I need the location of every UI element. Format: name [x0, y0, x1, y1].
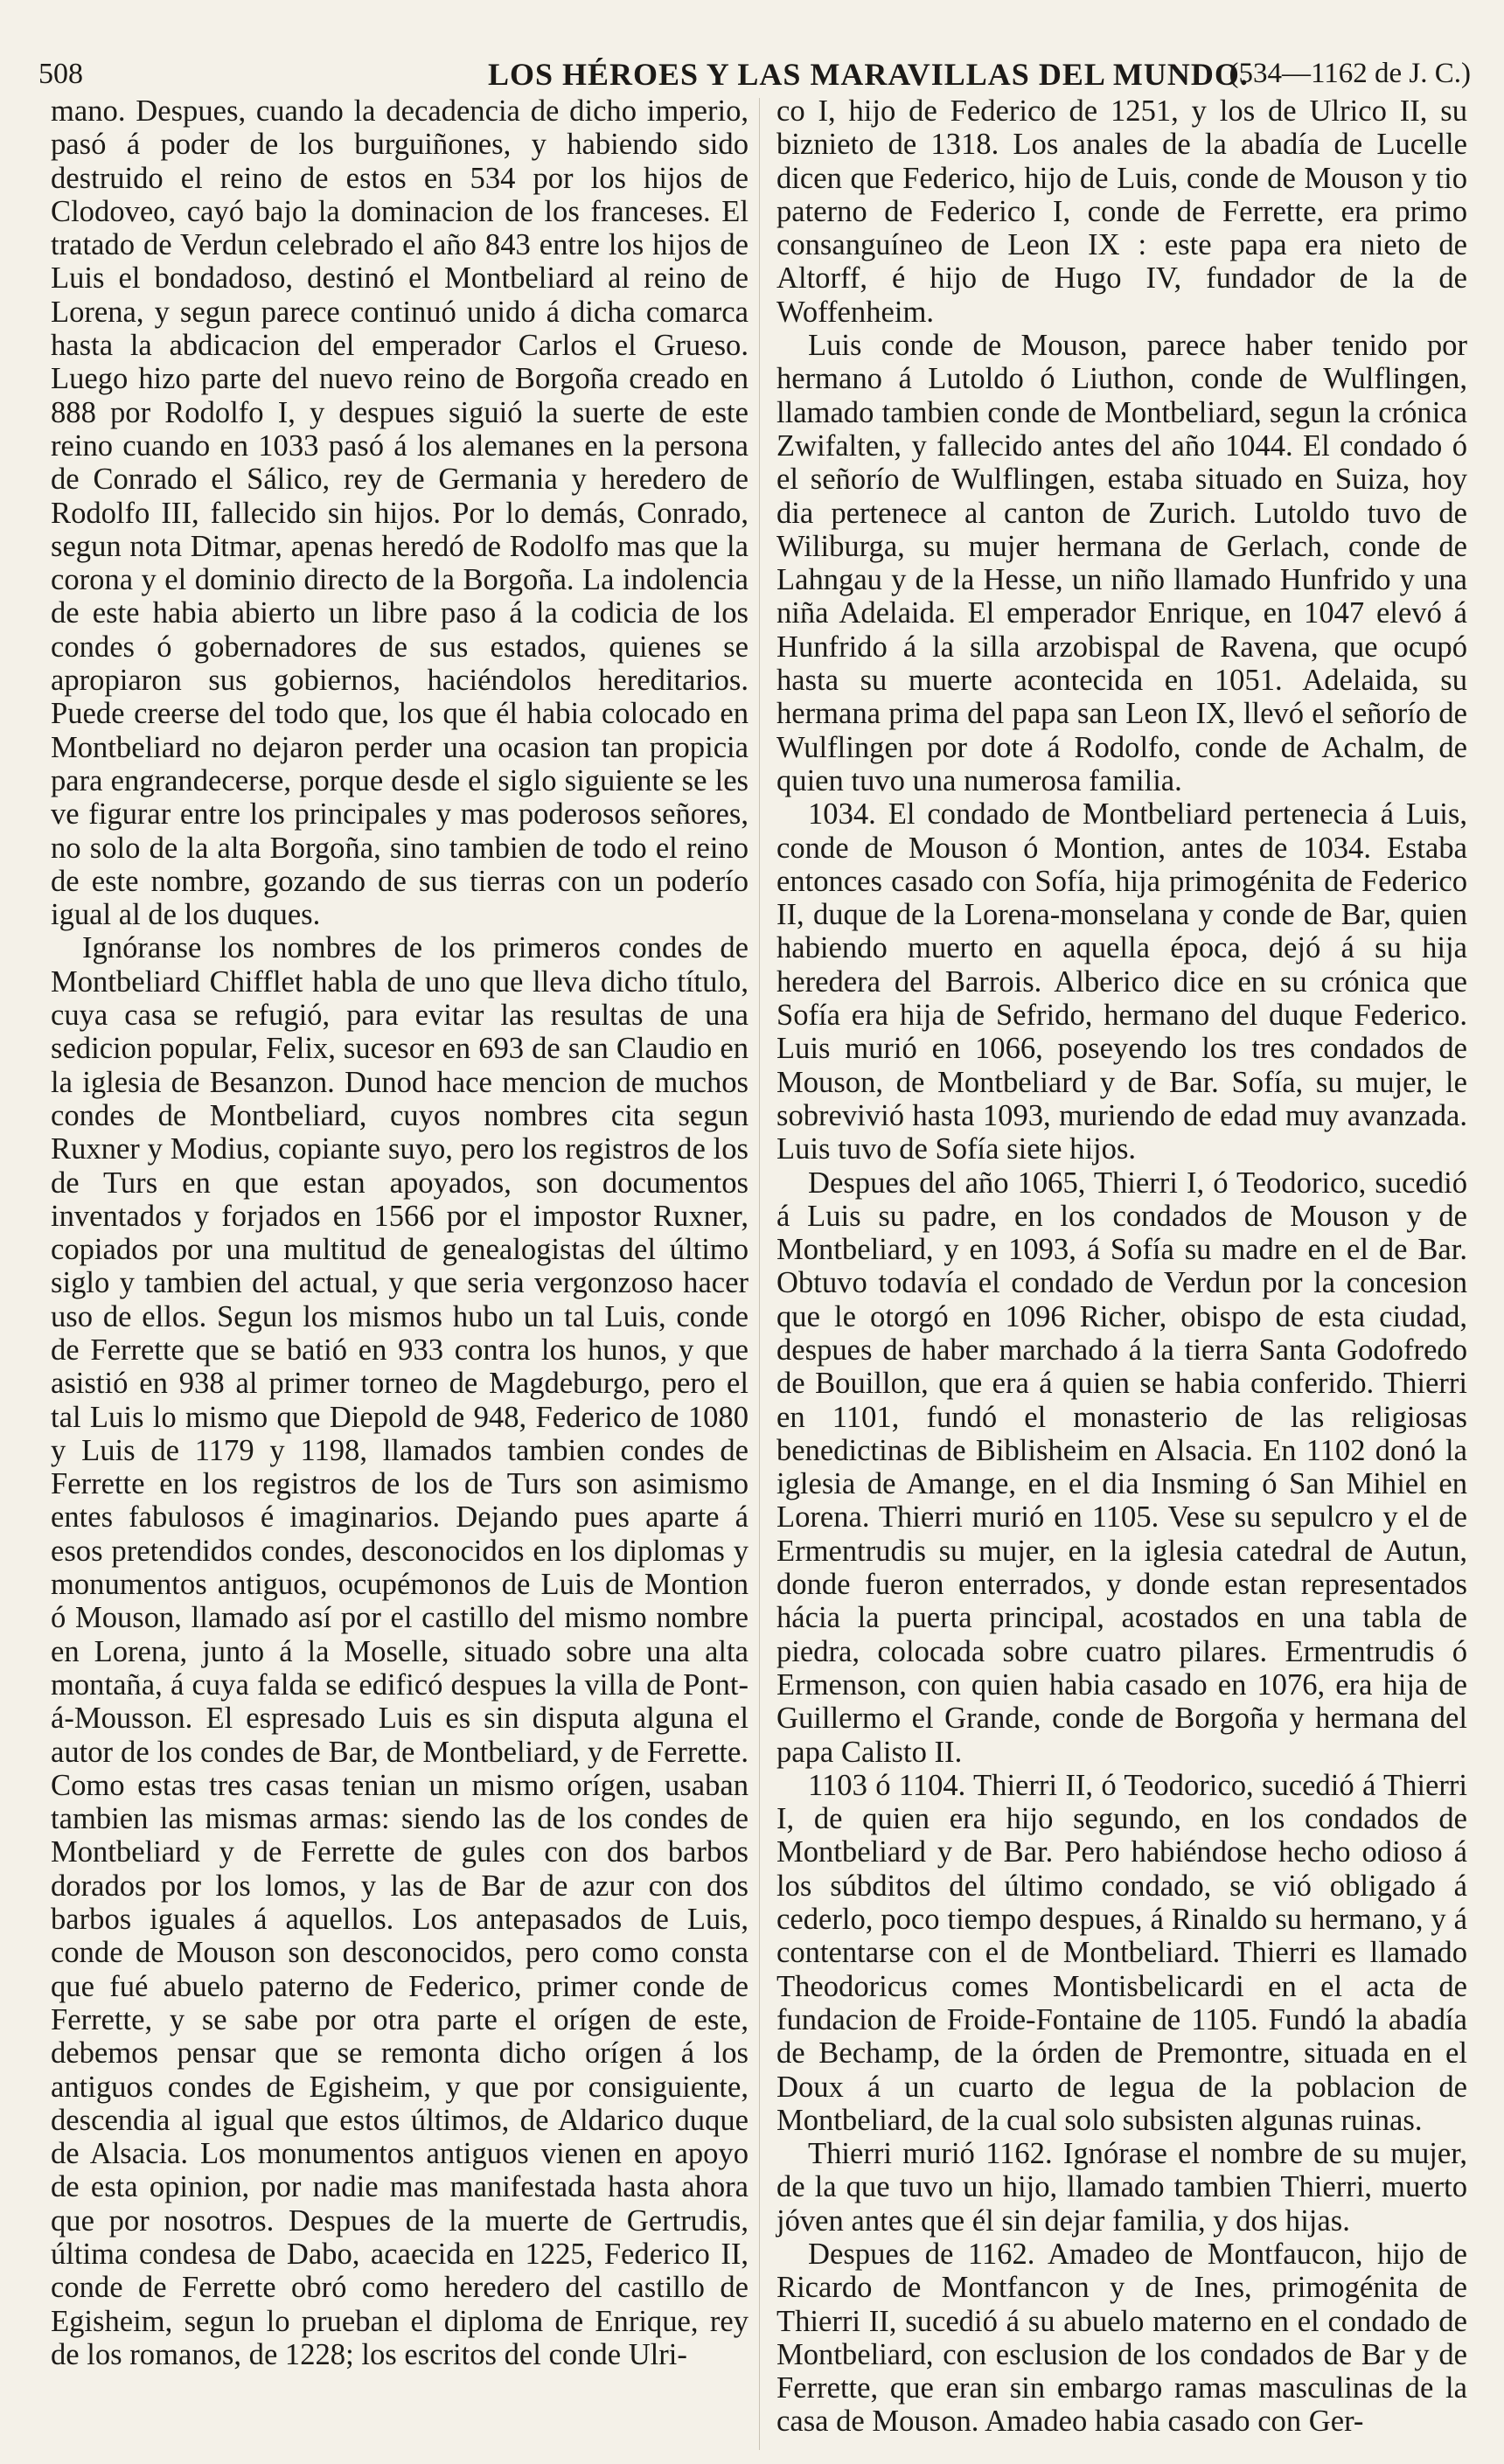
paragraph: 1034. El condado de Montbeliard pertenecia á Luis, conde de Mouson ó Montion, antes de 1034. Estaba entonces casado con Sofía, hija primogénita de Federico II, duque de la Lorena-monselana y conde de Bar, quien habiendo muerto en aquella época, dejó á su hija heredera del Barrois. Alberico dice en su crónica que Sofía era hija de Sefrido, hermano del duque Federico. Luis murió en 1066, poseyendo los tres condados de Mouson, de Montbeliard y de Bar. Sofía, su mujer, le sobrevivió hasta 1093, muriendo de edad muy avanzada. Luis tuvo de Sofía siete hijos. — [776, 797, 1467, 1166]
paragraph: Luis conde de Mouson, parece haber tenido por hermano á Lutoldo ó Liuthon, conde de Wulflingen, llamado tambien conde de Montbeliard, segun la crónica Zwifalten, y fallecido antes del año 1044. El condado ó el señorío de Wulflingen, estaba situado en Suiza, hoy dia pertenece al canton de Zurich. Lutoldo tuvo de Wiliburga, su mujer hermana de Gerlach, conde de Lahngau y de la Hesse, un niño llamado Hunfrido y una niña Adelaida. El emperador Enrique, en 1047 elevó á Hunfrido á la silla arzobispal de Ravena, que ocupó hasta su muerte acontecida en 1051. Adelaida, su hermana prima del papa san Leon IX, llevó el señorío de Wulflingen por dote á Rodolfo, conde de Achalm, de quien tuvo una numerosa familia. — [776, 329, 1467, 797]
paragraph: Ignóranse los nombres de los primeros condes de Montbeliard Chifflet habla de uno que lleva dicho título, cuya casa se refugió, para evitar las resultas de una sedicion popular, Felix, sucesor en 693 de san Claudio en la iglesia de Besanzon. Dunod hace mencion de muchos condes de Montbeliard, cuyos nombres cita segun Ruxner y Modius, copiante suyo, pero los registros de los de Turs en que estan apoyados, son documentos inventados y forjados en 1566 por el impostor Ruxner, copiados por una multitud de genealogistas del último siglo y tambien del actual, y que seria vergonzoso hacer uso de ellos. Segun los mismos hubo un tal Luis, conde de Ferrette que se batió en 933 contra los hunos, y que asistió en 938 al primer torneo de Magdeburgo, pero el tal Luis lo mismo que Diepold de 948, Federico de 1080 y Luis de 1179 y 1198, llamados tambien condes de Ferrette en los registros de los de Turs son asimismo entes fabulosos é imaginarios. Dejando pues aparte á esos pretendidos condes, desconocidos en los diplomas y monumentos antiguos, ocupémonos de Luis de Montion ó Mouson, llamado así por el castillo del mismo nombre en Lorena, junto á la Moselle, situado sobre una alta montaña, á cuya falda se edificó despues la villa de Pont-á-Mousson. El espresado Luis es sin disputa alguna el autor de los condes de Bar, de Montbeliard, y de Ferrette. Como estas tres casas tenian un mismo orígen, usaban tambien las mismas armas: siendo las de los condes de Montbeliard y de Ferrette de gules con dos barbos dorados por los lomos, y las de Bar de azur con dos barbos iguales á aquellos. Los antepasados de Luis, conde de Mouson son desconocidos, pero como consta que fué abuelo paterno de Federico, primer conde de Ferrette, y se sabe por otra parte el orígen de este, debemos pensar que se remonta dicho orígen á los antiguos condes de Egisheim, y que por consiguiente, descendia al igual que estos últimos, de Aldarico duque de Alsacia. Los monumentos antiguos vienen en apoyo de esta opinion, por nadie mas manifestada hasta ahora que por nosotros. Despues de la muerte de Gertrudis, última condesa de Dabo, acaecida en 1225, Federico II, conde de Ferrette obró como heredero del castillo de Egisheim, segun lo prueban el diploma de Enrique, rey de los romanos, de 1228; los escritos del conde Ulri- — [51, 931, 749, 2371]
page-number: 508 — [38, 58, 83, 90]
page-header — [33, 45, 1471, 92]
running-title: LOS HÉROES Y LAS MARAVILLAS DEL MUNDO. — [488, 57, 1249, 92]
paragraph: Despues de 1162. Amadeo de Montfaucon, hijo de Ricardo de Montfancon y de Ines, primogénita de Thierri II, sucedió á su abuelo materno en el condado de Montbeliard, con esclusion de los condados de Bar y de Ferrette, que eran sin embargo ramas masculinas de la casa de Mouson. Amadeo habia casado con Ger- — [776, 2238, 1467, 2439]
paragraph: Thierri murió 1162. Ignórase el nombre de su mujer, de la que tuvo un hijo, llamado tambien Thierri, muerto jóven antes que él sin dejar familia, y dos hijas. — [776, 2137, 1467, 2238]
right-column — [776, 94, 1467, 2439]
column-divider — [759, 98, 760, 2450]
paragraph: mano. Despues, cuando la decadencia de dicho imperio, pasó á poder de los burguiñones, y habiendo sido destruido el reino de estos en 534 por los hijos de Clodoveo, cayó bajo la dominacion de los franceses. El tratado de Verdun celebrado el año 843 entre los hijos de Luis el bondadoso, destinó el Montbeliard al reino de Lorena, y segun parece continuó unido á dicha comarca hasta la abdicacion del emperador Carlos el Grueso. Luego hizo parte del nuevo reino de Borgoña creado en 888 por Rodolfo I, y despues siguió la suerte de este reino cuando en 1033 pasó á los alemanes en la persona de Conrado el Sálico, rey de Germania y heredero de Rodolfo III, fallecido sin hijos. Por lo demás, Conrado, segun nota Ditmar, apenas heredó de Rodolfo mas que la corona y el dominio directo de la Borgoña. La indolencia de este habia abierto un libre paso á la codicia de los condes ó gobernadores de sus estados, quienes se apropiaron sus gobiernos, haciéndolos hereditarios. Puede creerse del todo que, los que él habia colocado en Montbeliard no dejaron perder una ocasion tan propicia para engrandecerse, porque desde el siglo siguiente se les ve figurar entre los principales y mas poderosos señores, no solo de la alta Borgoña, sino tambien de todo el reino de este nombre, gozando de sus tierras con un poderío igual al de los duques. — [51, 94, 749, 932]
left-column — [51, 94, 749, 2371]
date-range: (534—1162 de J. C.) — [1229, 58, 1471, 89]
paragraph: Despues del año 1065, Thierri I, ó Teodorico, sucedió á Luis su padre, en los condados de Mouson y de Montbeliard, y en 1093, á Sofía su madre en el de Bar. Obtuvo todavía el condado de Verdun por la concesion que le otorgó en 1096 Richer, obispo de esta ciudad, despues de haber marchado á la tierra Santa Godofredo de Bouillon, que era á quien se habia conferido. Thierri en 1101, fundó el monasterio de las religiosas benedictinas de Biblisheim en Alsacia. En 1102 donó la iglesia de Amange, en el dia Insming ó San Mihiel en Lorena. Thierri murió en 1105. Vese su sepulcro y el de Ermentrudis su mujer, en la iglesia catedral de Autun, donde fueron enterrados, y donde estan representados hácia la puerta principal, acostados en una tabla de piedra, colocada sobre cuatro pilares. Ermentrudis ó Ermenson, con quien habia casado en 1076, era hija de Guillermo el Grande, conde de Borgoña y hermana del papa Calisto II. — [776, 1166, 1467, 1769]
paragraph: 1103 ó 1104. Thierri II, ó Teodorico, sucedió á Thierri I, de quien era hijo segundo, en los condados de Montbeliard y de Bar. Pero habiéndose hecho odioso á los súbditos del último condado, se vió obligado á cederlo, poco tiempo despues, á Rinaldo su hermano, y á contentarse con el de Montbeliard. Thierri es llamado Theodoricus comes Montisbelicardi en el acta de fundacion de Froide-Fontaine de 1105. Fundó la abadía de Bechamp, de la órden de Premontre, situada en el Doux á un cuarto de legua de la poblacion de Montbeliard, de la cual solo subsisten algunas ruinas. — [776, 1768, 1467, 2137]
paragraph: co I, hijo de Federico de 1251, y los de Ulrico II, su biznieto de 1318. Los anales de la abadía de Lucelle dicen que Federico, hijo de Luis, conde de Mouson y tio paterno de Federico I, conde de Ferrette, era primo consanguíneo de Leon IX : este papa era nieto de Altorff, é hijo de Hugo IV, fundador de la de Woffenheim. — [776, 94, 1467, 329]
